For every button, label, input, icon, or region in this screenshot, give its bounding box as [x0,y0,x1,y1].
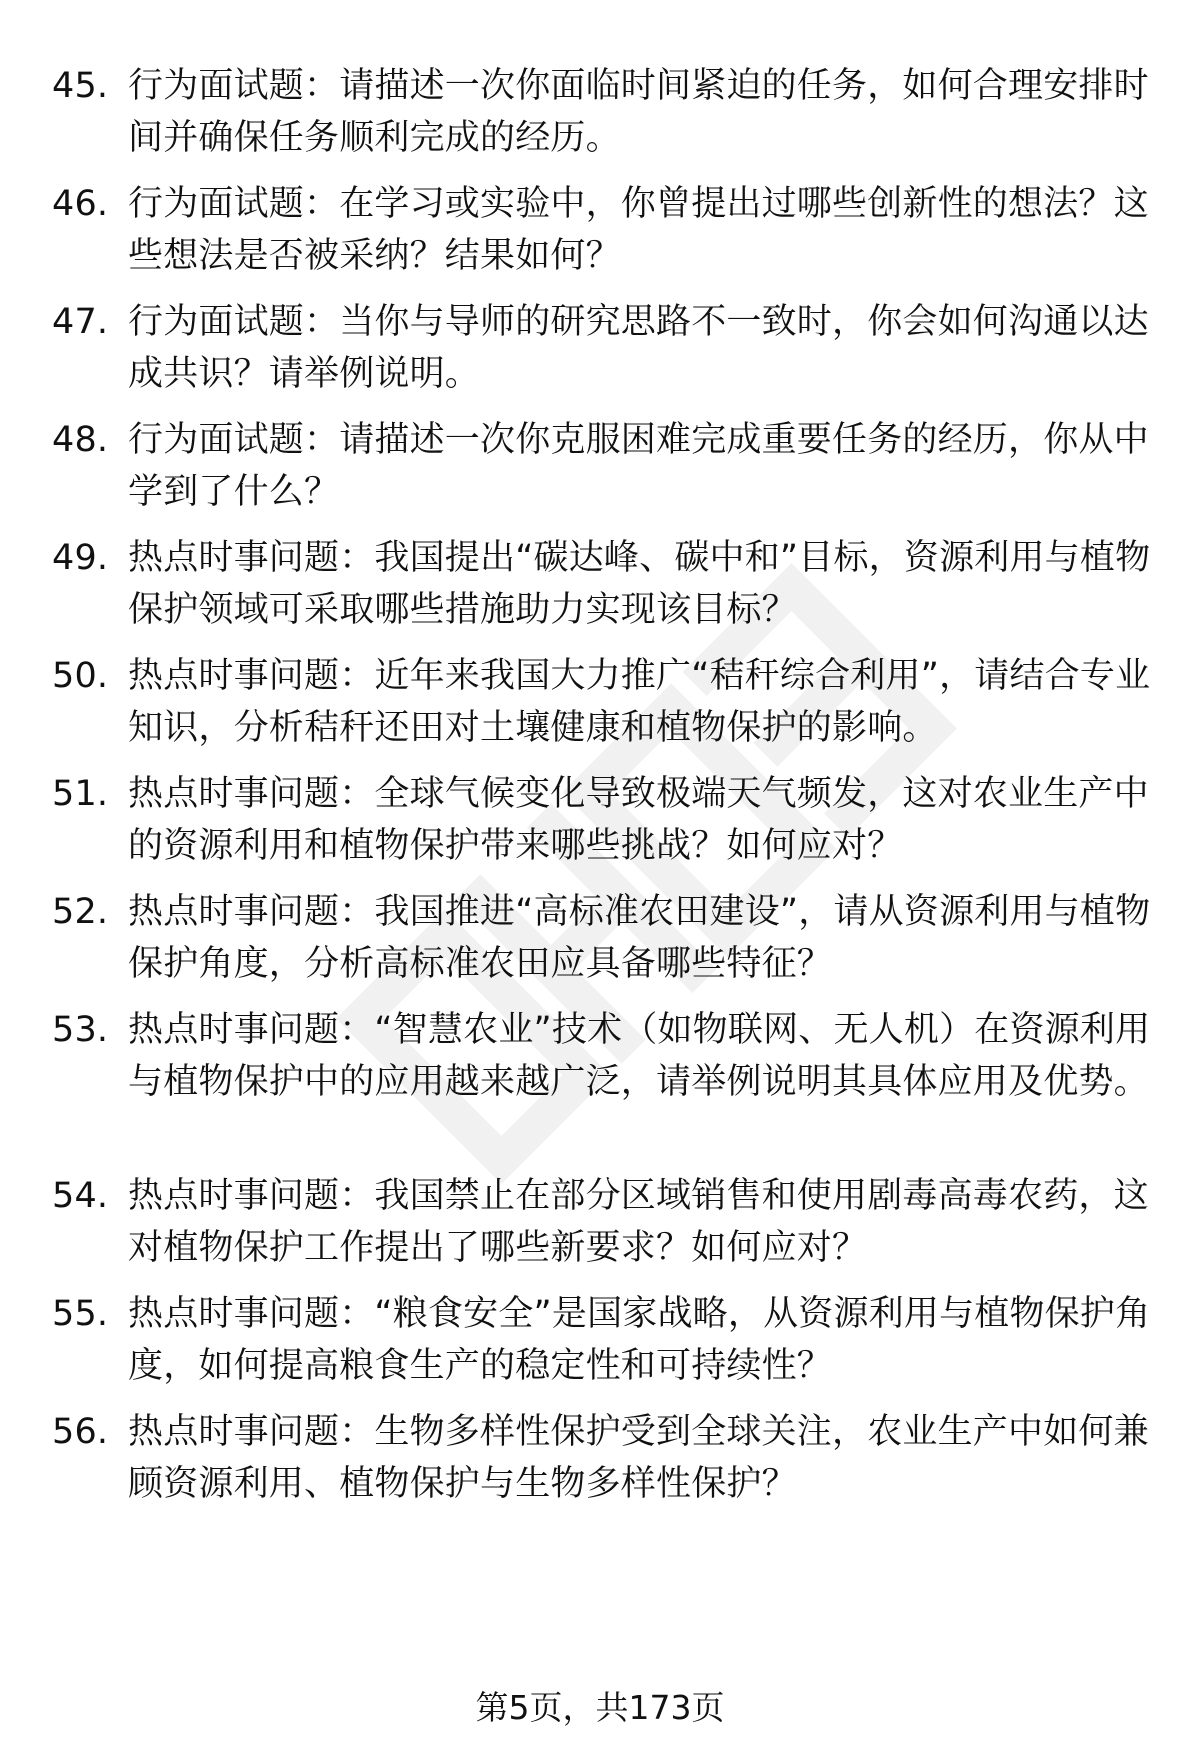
question-item [52,1288,1162,1392]
question-number: 51. [52,774,109,814]
question-number: 56. [52,1412,109,1452]
question-text: 行为面试题：请描述一次你克服困难完成重要任务的经历，你从中学到了什么？ [128,420,1149,512]
question-number: 54. [52,1176,109,1216]
question-item [52,178,1162,282]
question-number: 53. [52,1010,109,1050]
question-item [52,768,1162,872]
question-text: 热点时事问题：我国提出“碳达峰、碳中和”目标，资源利用与植物保护领域可采取哪些措施助力实现该目标？ [128,538,1151,630]
question-item [52,414,1162,518]
question-item [52,60,1162,164]
question-text: 行为面试题：当你与导师的研究思路不一致时，你会如何沟通以达成共识？请举例说明。 [128,302,1149,394]
question-number: 49. [52,538,109,578]
question-text: 热点时事问题：生物多样性保护受到全球关注，农业生产中如何兼顾资源利用、植物保护与生物多样性保护？ [128,1412,1149,1504]
question-number: 45. [52,66,109,106]
question-item [52,1170,1162,1274]
question-text: 热点时事问题：“智慧农业”技术（如物联网、无人机）在资源利用与植物保护中的应用越来越广泛，请举例说明其具体应用及优势。 [128,1010,1151,1102]
question-number: 46. [52,184,109,224]
question-number: 50. [52,656,109,696]
question-number: 47. [52,302,109,342]
page-footer: 第5页，共173页 [475,1688,725,1727]
question-item [52,1406,1162,1510]
question-text: 热点时事问题：我国禁止在部分区域销售和使用剧毒高毒农药，这对植物保护工作提出了哪些新要求？如何应对？ [128,1176,1149,1268]
question-text: 行为面试题：在学习或实验中，你曾提出过哪些创新性的想法？这些想法是否被采纳？结果如何？ [128,184,1149,276]
question-item [52,1004,1162,1108]
question-item [52,296,1162,400]
question-number: 52. [52,892,109,932]
question-text: 热点时事问题：“粮食安全”是国家战略，从资源利用与植物保护角度，如何提高粮食生产的稳定性和可持续性？ [128,1294,1151,1386]
question-text: 热点时事问题：近年来我国大力推广“秸秆综合利用”，请结合专业知识，分析秸秆还田对土壤健康和植物保护的影响。 [128,656,1151,748]
question-number: 48. [52,420,109,460]
question-item [52,532,1162,636]
question-text: 热点时事问题：我国推进“高标准农田建设”，请从资源利用与植物保护角度，分析高标准农田应具备哪些特征？ [128,892,1151,984]
question-text: 行为面试题：请描述一次你面临时间紧迫的任务，如何合理安排时间并确保任务顺利完成的经历。 [128,66,1149,158]
question-text: 热点时事问题：全球气候变化导致极端天气频发，这对农业生产中的资源利用和植物保护带来哪些挑战？如何应对？ [128,774,1149,866]
question-item [52,886,1162,990]
question-number: 55. [52,1294,109,1334]
question-item [52,650,1162,754]
